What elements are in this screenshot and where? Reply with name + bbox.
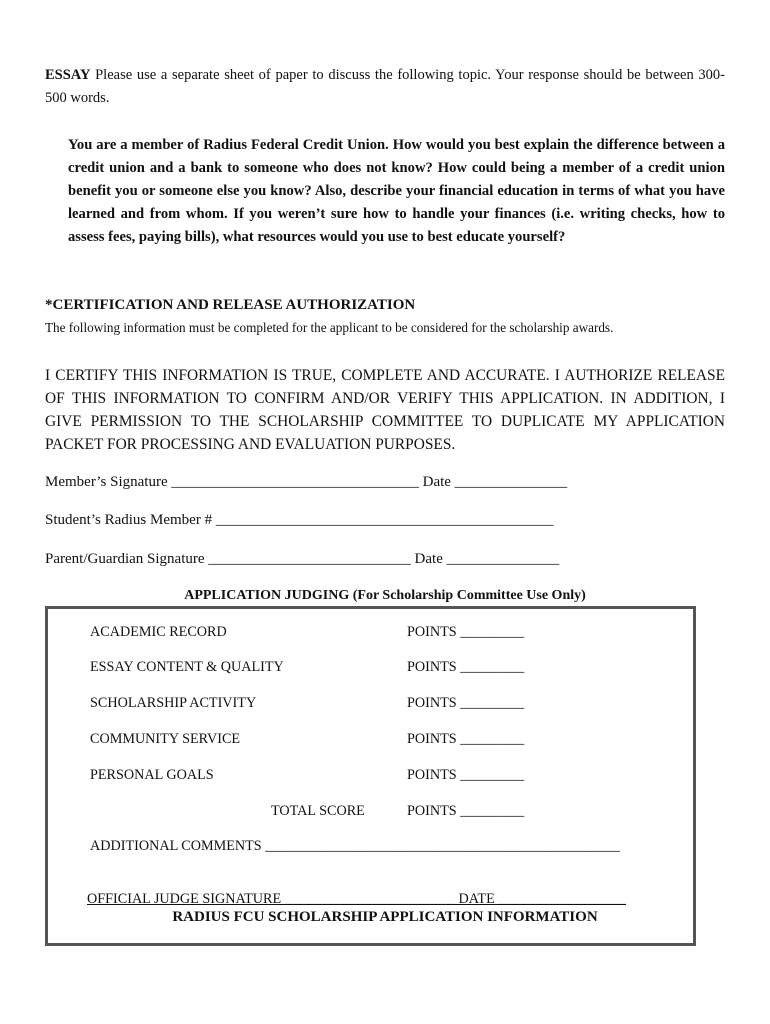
points-total-score[interactable]: POINTS _________: [407, 803, 525, 819]
criterion-scholarship-activity: SCHOLARSHIP ACTIVITY: [90, 695, 257, 711]
points-personal-goals[interactable]: POINTS _________: [407, 767, 525, 783]
points-essay-content[interactable]: POINTS _________: [407, 659, 525, 675]
total-score-label: TOTAL SCORE: [271, 803, 365, 819]
criterion-essay-content: ESSAY CONTENT & QUALITY: [90, 659, 284, 675]
member-signature-line[interactable]: Member’s Signature _________________________________ Date _______________: [45, 474, 568, 490]
parent-signature-line[interactable]: Parent/Guardian Signature ___________________________ Date _______________: [45, 551, 560, 567]
certification-statement: I CERTIFY THIS INFORMATION IS TRUE, COMPLETE AND ACCURATE. I AUTHORIZE RELEASE OF THIS INFORMATION TO CONFIRM AND/OR VERIFY THIS APPLICATION. IN ADDITION, I GIVE PERMISSION TO THE SCHOLARSHIP COMMITTEE TO DUPLICATE MY APPLICATION PACKET FOR PROCESSING AND EVALUATION PURPOSES.: [45, 367, 725, 453]
judging-title: APPLICATION JUDGING (For Scholarship Committee Use Only): [184, 588, 586, 603]
radius-member-number-line[interactable]: Student’s Radius Member # _____________________________________________: [45, 512, 554, 528]
criterion-academic-record: ACADEMIC RECORD: [90, 624, 227, 640]
additional-comments-line[interactable]: ADDITIONAL COMMENTS __________________________________________________: [90, 838, 620, 854]
essay-label: ESSAY: [45, 67, 91, 83]
certification-title: *CERTIFICATION AND RELEASE AUTHORIZATION: [45, 297, 416, 313]
points-community-service[interactable]: POINTS _________: [407, 731, 525, 747]
essay-prompt: You are a member of Radius Federal Credit Union. How would you best explain the difference between a credit union and a bank to someone who does not know? How could being a member of a credit union benefit you or someone else you know? Also, describe your financial education in terms of what you have learned and from whom. If you weren’t sure how to handle your finances (i.e. writing checks, how to assess fees, paying bills), what resources would you use to best educate yourself?: [68, 137, 725, 245]
points-scholarship-activity[interactable]: POINTS _________: [407, 695, 525, 711]
application-information-title: RADIUS FCU SCHOLARSHIP APPLICATION INFORMATION: [172, 909, 598, 925]
criterion-community-service: COMMUNITY SERVICE: [90, 731, 241, 747]
essay-instructions: [45, 64, 725, 110]
official-judge-signature-line[interactable]: OFFICIAL JUDGE SIGNATURE ________________________ DATE __________________: [87, 891, 626, 907]
certification-subtitle: The following information must be completed for the applicant to be considered for the scholarship awards.: [45, 320, 614, 335]
points-academic-record[interactable]: POINTS _________: [407, 624, 525, 640]
criterion-personal-goals: PERSONAL GOALS: [90, 767, 214, 783]
essay-intro-text: Please use a separate sheet of paper to discuss the following topic. Your response should be between 300-500 words.: [45, 67, 725, 106]
